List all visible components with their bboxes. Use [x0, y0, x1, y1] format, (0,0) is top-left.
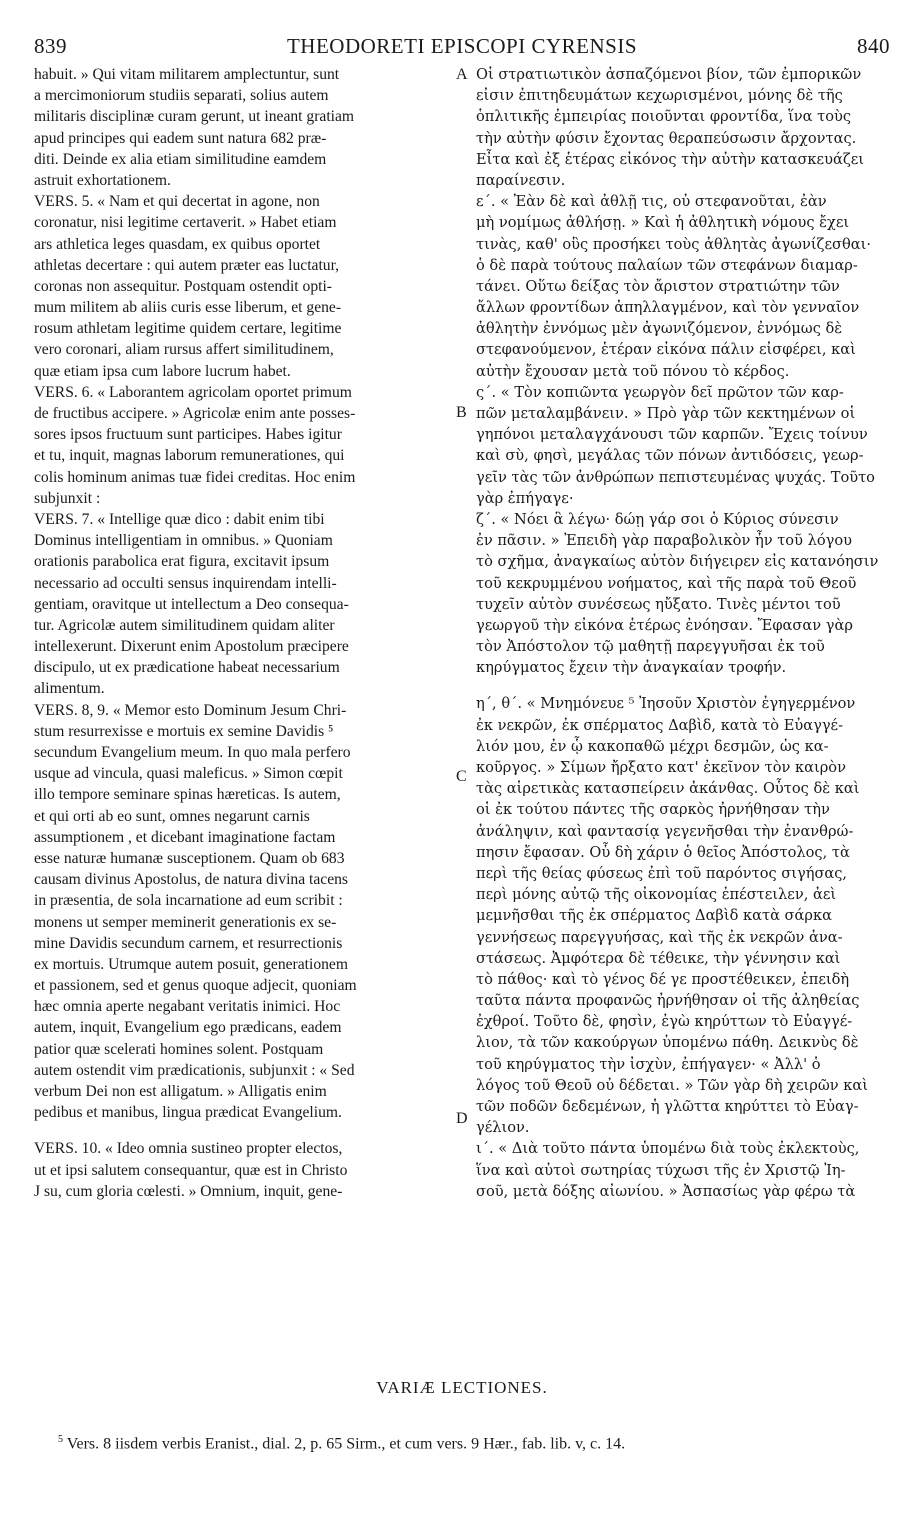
greek-text-line: λιόν μου, ἐν ᾧ κακοπαθῶ μέχρι δεσμῶν, ὡς κα-: [476, 737, 829, 755]
greek-text-line: γὰρ ἐπήγαγε·: [476, 489, 574, 507]
latin-text-line: athletas decertare : qui autem præter eas luctatur,: [34, 256, 340, 274]
latin-text-line: secundum Evangelium meum. In quo mala perfero: [34, 744, 351, 761]
greek-text-line: τῶν ποδῶν δεδεμένων, ἡ γλῶττα κηρύττει τὸ Εὐαγ-: [476, 1098, 859, 1115]
latin-text-line: et qui orti ab eo sunt, omnes negarunt carnis: [34, 807, 310, 825]
latin-text-line: mum militem ab aliis curis esse liberum, et gene-: [34, 299, 342, 317]
margin-marker-d: D: [456, 1110, 468, 1127]
latin-text-line: usque ad vincula, quasi maleficus. » Simon cœpit: [34, 765, 343, 783]
greek-text-line: ἀθλητὴν ἐννόμως μὲν ἀγωνιζόμενον, ἐννόμως δὲ: [476, 320, 843, 338]
latin-text-line: assumptionem , et dicebant imaginatione factam: [34, 828, 336, 846]
greek-text-line: καὶ σὺ, φησὶ, μεγάλας τῶν πόνων ἀντιδόσεις, γεωρ-: [476, 447, 864, 465]
greek-text-line: γέλιον.: [476, 1119, 530, 1137]
greek-text-line: ς΄. « Τὸν κοπιῶντα γεωργὸν δεῖ πρῶτον τῶν καρ-: [476, 383, 844, 401]
greek-text-line: σοῦ, μετὰ δόξης αἰωνίου. » Ἀσπασίως γὰρ φέρω τὰ: [476, 1182, 856, 1200]
greek-text-line: περὶ μόνης αὐτῷ τῆς οἰκονομίας ἐπέστειλεν, ἀεὶ: [476, 886, 837, 904]
greek-text-line: στάσεως. Ἀμφότερα δὲ τέθεικε, τὴν γέννησιν καὶ: [476, 949, 841, 967]
latin-text-line: coronas non assequitur. Postquam ostendit opti-: [34, 277, 332, 295]
margin-marker-a: A: [456, 66, 468, 83]
latin-text-line: discipulo, ut ex prædicatione habeat necessarium: [34, 659, 340, 677]
greek-text-line: η΄, θ΄. « Μνημόνευε ⁵ Ἰησοῦν Χριστὸν ἐγηγερμένον: [476, 695, 856, 713]
greek-text-line: παραίνεσιν.: [476, 171, 566, 189]
latin-text-line: illo tempore seminare spinas hæreticas. Is autem,: [34, 786, 341, 804]
greek-text-line: γεῖν τὰς τῶν ἀνθρώπων πεπιστευμένας ψυχάς. Τοῦτο: [476, 468, 875, 486]
greek-text-line: τὸν Ἀπόστολον τῷ μαθητῇ παρεγγυῆσαι ἐκ τοῦ: [476, 638, 825, 656]
latin-text-line: ars athletica leges quasdam, ex quibus oportet: [34, 235, 321, 253]
greek-text-line: Οἱ στρατιωτικὸν ἀσπαζόμενοι βίον, τῶν ἐμπορικῶν: [476, 66, 862, 83]
latin-text-line: causam divinus Apostolus, de natura divina tacens: [34, 871, 348, 889]
latin-text-line: ut et ipsi salutem consequantur, quæ est in Christo: [34, 1161, 348, 1179]
greek-text-line: τὴν αὐτὴν φύσιν ἔχοντας θεραπεύσωσιν ἄρχοντας.: [476, 129, 857, 147]
greek-text-line: λιον, τὰ τῶν κακούργων ὑπομένω πάθη. Δεικνὺς δὲ: [476, 1034, 859, 1052]
latin-text-line: coronatur, nisi legitime certaverit. » Habet etiam: [34, 214, 337, 232]
greek-text-line: ε΄. « Ἐὰν δὲ καὶ ἀθλῇ τις, οὐ στεφανοῦται, ἐὰν: [476, 193, 827, 211]
greek-text-line: γεωργοῦ τὴν εἰκόνα ἑτέρως ἐνόησαν. Ἔφασαν γὰρ: [476, 616, 853, 634]
latin-text-line: de fructibus accipere. » Agricolæ enim ante posses-: [34, 405, 356, 422]
greek-text-line: ὁ δὲ παρὰ τούτους παλαίων τῶν στεφάνων διαμαρ-: [476, 256, 858, 274]
greek-text-line: ἀνάληψιν, καὶ φαντασίᾳ γεγενῆσθαι τὴν ἐνανθρώ-: [476, 822, 854, 840]
greek-text-line: [476, 678, 890, 693]
right-page-number: 840: [857, 34, 890, 58]
greek-text-line: ἵνα καὶ αὐτοὶ σωτηρίας τύχωσι τῆς ἐν Χριστῷ Ἰη-: [476, 1161, 846, 1179]
greek-text-line: οἱ ἐκ τούτου πάντες τῆς σαρκὸς ἠρνήθησαν τὴν: [476, 801, 830, 819]
latin-text-line: astruit exhortationem.: [34, 171, 171, 189]
latin-text-line: esse naturæ humanæ susceptionem. Quam ob 683: [34, 849, 345, 867]
greek-text-line: λόγος τοῦ Θεοῦ οὐ δέδεται. » Τῶν γὰρ δὴ χειρῶν καὶ: [476, 1076, 868, 1094]
latin-text-line: verbum Dei non est alligatum. » Alligatis enim: [34, 1083, 327, 1100]
greek-text-line: κοῦργος. » Σίμων ἤρξατο κατ' ἐκεῖνον τὸν καιρὸν: [476, 759, 846, 776]
greek-text-line: πῶν μεταλαμβάνειν. » Πρὸ γὰρ τῶν κεκτημένων οἱ: [476, 405, 856, 422]
latin-text-line: J su, cum gloria cœlesti. » Omnium, inquit, gene-: [34, 1182, 343, 1200]
latin-text-line: colis hominum animas tuæ fidei creditas. Hoc enim: [34, 468, 356, 486]
latin-text-line: patior quæ scelerati homines solent. Postquam: [34, 1040, 324, 1058]
latin-column: [34, 64, 452, 1202]
greek-text-line: ἄλλων φροντίδων ἀπηλλαγμένον, καὶ τὸν γενναῖον: [476, 299, 860, 317]
latin-text-line: militaris disciplinæ curam gerunt, ut ineant gratiam: [34, 108, 355, 126]
latin-text-line: habuit. » Qui vitam militarem amplectuntur, sunt: [34, 66, 340, 83]
greek-text-line: γηπόνοι μεταλαγχάνουσι τῶν καρπῶν. Ἔχεις τοίνυν: [476, 426, 868, 444]
greek-text-line: τυχεῖν αὐτὸν συνέσεως ηὔξατο. Τινὲς μέντοι τοῦ: [476, 595, 841, 613]
footnote-mark: 5: [58, 1434, 63, 1445]
margin-marker-c: C: [456, 768, 467, 785]
latin-text-line: stum resurrexisse e mortuis ex semine Davidis ⁵: [34, 722, 334, 740]
greek-text-line: μὴ νομίμως ἀθλήσῃ. » Καὶ ἡ ἀθλητικὴ νόμους ἔχει: [476, 214, 850, 232]
latin-text-line: orationis parabolica erat figura, excitavit ipsum: [34, 553, 330, 571]
greek-text-line: πησιν ἔφασαν. Οὗ δὴ χάριν ὁ θεῖος Ἀπόστολος, τὰ: [476, 843, 850, 861]
greek-text-line: στεφανούμενον, ἑτέραν εἰκόνα πάλιν εἰσφέρει, καὶ: [476, 341, 856, 359]
greek-text-line: τὸ πάθος· καὶ τὸ γένος δέ γε προστέθεικεν, ἐπειδὴ: [476, 970, 850, 988]
latin-text-line: Dominus intelligentiam in omnibus. » Quoniam: [34, 532, 333, 550]
greek-text-line: μεμνῆσθαι τῆς ἐκ σπέρματος Δαβὶδ κατὰ σάρκα: [476, 907, 832, 925]
greek-text-line: ἐκ νεκρῶν, ἐκ σπέρματος Δαβὶδ, κατὰ τὸ Εὐαγγέ-: [476, 716, 844, 734]
latin-text-line: VERS. 6. « Laborantem agricolam oportet primum: [34, 383, 352, 401]
latin-text-line: necessario ad occulti sensus inquirendam intelli-: [34, 574, 337, 592]
latin-text-line: subjunxit :: [34, 489, 101, 507]
greek-text-line: τάνει. Οὕτω δείξας τὸν ἄριστον στρατιώτην τῶν: [476, 277, 840, 295]
variae-lectiones-title: VARIÆ LECTIONES.: [376, 1378, 548, 1397]
latin-text-line: pedibus et manibus, lingua prædicat Evangelium.: [34, 1104, 342, 1122]
latin-text-line: et passionem, sed et genus quoque adjecit, quoniam: [34, 977, 357, 995]
latin-text-line: VERS. 5. « Nam et qui decertat in agone, non: [34, 193, 320, 211]
latin-text-line: VERS. 8, 9. « Memor esto Dominum Jesum Chri-: [34, 701, 347, 719]
latin-text-line: monens ut semper meminerit generationis ex se-: [34, 913, 337, 931]
greek-text-line: ἐν πᾶσιν. » Ἐπειδὴ γὰρ παραβολικὸν ἦν τοῦ λόγου: [476, 532, 853, 550]
latin-text-line: apud principes qui eadem sunt natura 682 præ-: [34, 129, 327, 147]
margin-marker-b: B: [456, 404, 467, 421]
latin-text-line: alimentum.: [34, 680, 105, 698]
latin-text-line: intellexerunt. Dixerunt enim Apostolum præcipere: [34, 638, 349, 656]
latin-text-line: autem ostendit vim prædicationis, subjunxit : « Sed: [34, 1061, 355, 1079]
latin-text-line: ex mortuis. Utrumque autem posuit, generationem: [34, 955, 348, 973]
greek-text-line: γεννήσεως παρεγγυήσας, καὶ τῆς ἐκ νεκρῶν ἀνα-: [476, 928, 843, 946]
variae-lectiones-note: [58, 1434, 884, 1453]
latin-text-line: VERS. 7. « Intellige quæ dico : dabit enim tibi: [34, 510, 325, 528]
greek-text-line: τοῦ κηρύγματος τὴν ἰσχὺν, ἐπήγαγεν· « Ἀλλ' ὁ: [476, 1055, 821, 1073]
latin-text-line: quæ etiam ipsa cum labore lucrum habet.: [34, 362, 291, 380]
footnote-text: Vers. 8 iisdem verbis Eranist., dial. 2, p. 65 Sirm., et cum vers. 9 Hær., fab. lib. v, c. 14.: [66, 1435, 626, 1453]
latin-text-line: sores ipsos fructuum sunt participes. Habes igitur: [34, 426, 342, 444]
latin-text-line: hæc omnia aperte negabant veritatis inimici. Hoc: [34, 998, 341, 1016]
greek-text-line: τὰς αἱρετικὰς κατασπείρειν ἀκάνθας. Οὗτος δὲ καὶ: [476, 780, 860, 798]
greek-text-line: ἐχθροί. Τοῦτο δὲ, φησὶν, ἐγὼ κηρύττων τὸ Εὐαγγέ-: [476, 1013, 853, 1031]
page-header: [34, 34, 890, 64]
latin-text-line: autem, inquit, Evangelium ego prædicans, eadem: [34, 1019, 342, 1037]
latin-text-line: in præsentia, de sola incarnatione ad eum scribit :: [34, 892, 343, 910]
greek-text-line: Εἶτα καὶ ἐξ ἑτέρας εἰκόνος τὴν αὐτὴν κατασκευάζει: [476, 150, 865, 168]
latin-text-line: diti. Deinde ex alia etiam similitudine eamdem: [34, 150, 327, 168]
greek-text-line: τοῦ κεκρυμμένου νοήματος, καὶ τῆς παρὰ τοῦ Θεοῦ: [476, 574, 857, 592]
running-title: THEODORETI EPISCOPI CYRENSIS: [286, 34, 638, 58]
latin-text-line: vero coronari, aliam rursus affert similitudinem,: [34, 341, 334, 359]
latin-text-line: a mercimoniorum studiis separati, solius autem: [34, 87, 329, 105]
latin-text-line: [34, 1123, 452, 1138]
greek-text-line: τινὰς, καθ' οὓς προσήκει τοὺς ἀθλητὰς ἀγωνίζεσθαι·: [476, 235, 871, 253]
latin-text-line: mine Davidis secundum carnem, et resurrectionis: [34, 934, 343, 952]
greek-text-line: ι΄. « Διὰ τοῦτο πάντα ὑπομένω διὰ τοὺς ἐκλεκτοὺς,: [476, 1140, 860, 1158]
greek-text-line: τὸ σχῆμα, ἀναγκαίως αὐτὸν διήγειρεν εἰς κατανόησιν: [476, 553, 879, 571]
greek-text-line: ταῦτα πάντα προφανῶς ἠρνήθησαν οἱ τῆς ἀληθείας: [476, 992, 860, 1010]
latin-text-line: gentiam, oravitque ut intellectum a Deo consequa-: [34, 595, 349, 613]
greek-text-line: ζ΄. « Νόει ἃ λέγω· δώῃ γάρ σοι ὁ Κύριος σύνεσιν: [476, 510, 839, 528]
latin-text-line: rosum athletam legitime quidem certare, legitime: [34, 320, 342, 338]
left-page-number: 839: [34, 34, 67, 58]
greek-text-line: εἰσιν ἐπιτηδευμάτων κεχωρισμένοι, μόνης δὲ τῆς: [476, 87, 843, 105]
greek-text-line: ὁπλιτικῆς ἐμπειρίας ποιοῦνται φροντίδα, ἵνα τοὺς: [476, 108, 852, 126]
greek-text-line: αὐτὴν ἔχουσαν μετὰ τοῦ πόνου τὸ κέρδος.: [476, 362, 790, 380]
greek-text-line: κηρύγματος ἔχειν τὴν ἀναγκαίαν τροφήν.: [476, 659, 787, 677]
greek-text-line: περὶ τῆς θείας φύσεως ἐπὶ τοῦ παρόντος σιγήσας,: [476, 864, 848, 882]
latin-text-line: VERS. 10. « Ideo omnia sustineo propter electos,: [34, 1140, 343, 1158]
latin-text-line: et tu, inquit, magnas laborum remunerationes, qui: [34, 447, 345, 465]
latin-text-line: tur. Agricolæ autem similitudinem quidam aliter: [34, 616, 335, 634]
greek-column: [476, 64, 890, 1202]
